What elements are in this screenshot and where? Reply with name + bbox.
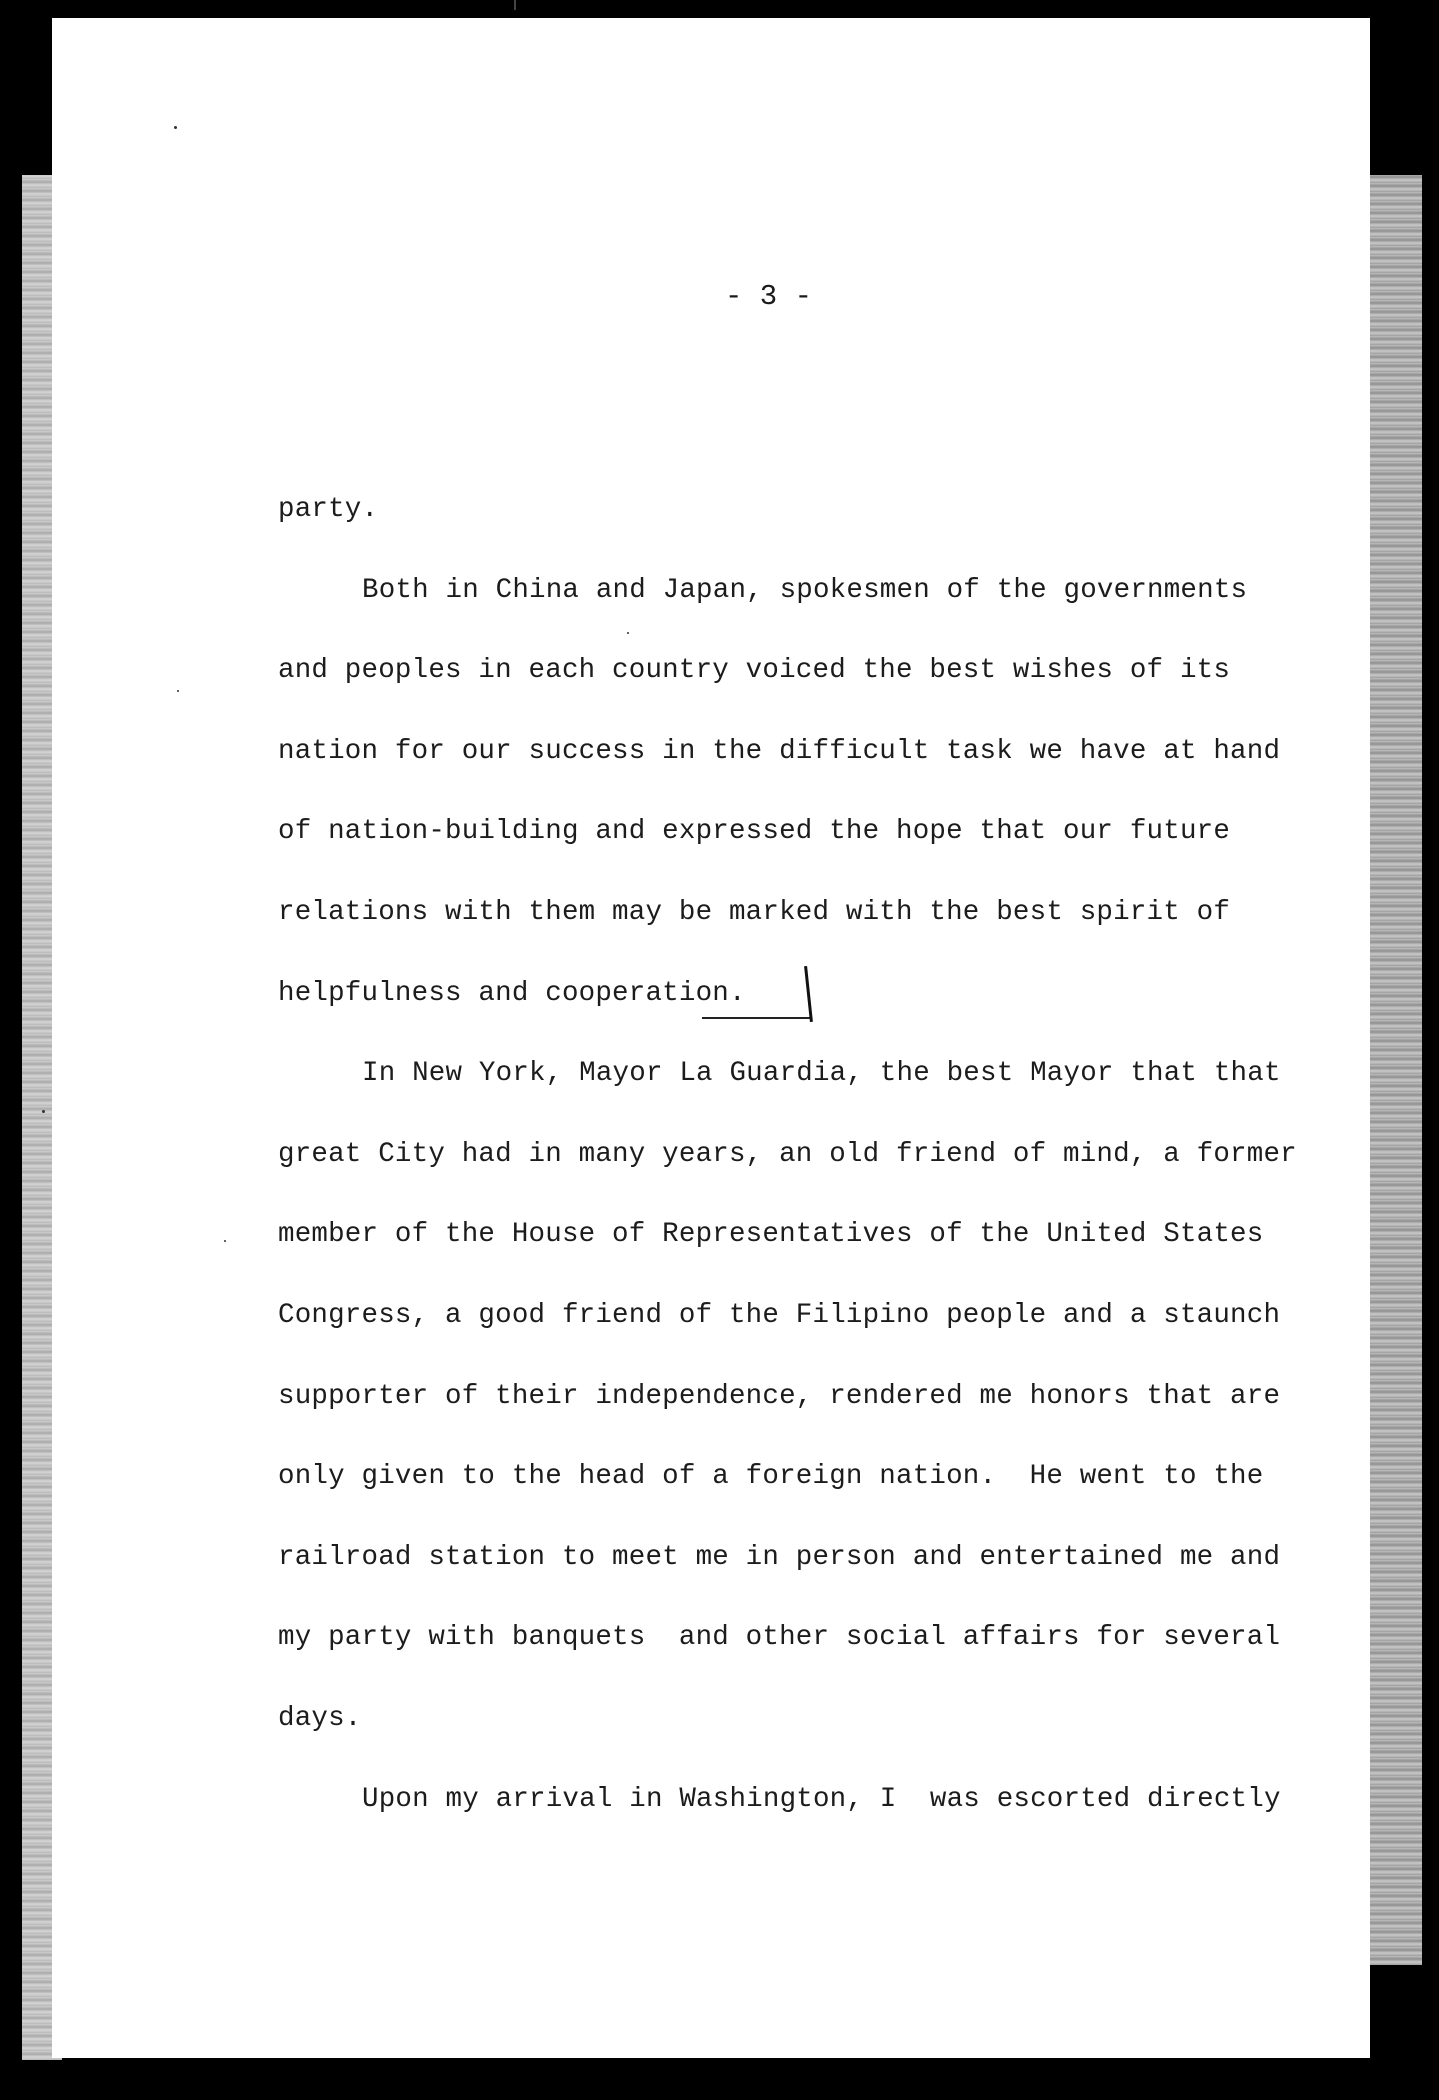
text-line: my party with banquets and other social affairs for several bbox=[278, 1622, 1281, 1654]
text-line: In New York, Mayor La Guardia, the best Mayor that that bbox=[362, 1058, 1281, 1090]
text-line: Congress, a good friend of the Filipino people and a staunch bbox=[278, 1299, 1281, 1331]
scan-tick-mark bbox=[514, 0, 516, 10]
document-body bbox=[278, 470, 1298, 1840]
text-line: Upon my arrival in Washington, I was escorted directly bbox=[362, 1783, 1281, 1815]
text-line: days. bbox=[278, 1702, 362, 1734]
text-line: helpfulness and cooperation. bbox=[278, 977, 746, 1009]
text-line: great City had in many years, an old friend of mind, a former bbox=[278, 1138, 1297, 1170]
text-line: nation for our success in the difficult task we have at hand bbox=[278, 735, 1281, 767]
text-line: supporter of their independence, rendered me honors that are bbox=[278, 1380, 1281, 1412]
page-number: - 3 - bbox=[724, 280, 812, 313]
scan-edge-right bbox=[1370, 175, 1422, 1965]
text-line: only given to the head of a foreign nation. He went to the bbox=[278, 1461, 1264, 1493]
text-line: member of the House of Representatives of the United States bbox=[278, 1219, 1264, 1251]
text-line: Both in China and Japan, spokesmen of the governments bbox=[362, 574, 1248, 606]
text-line: of nation-building and expressed the hope that our future bbox=[278, 816, 1231, 848]
text-line: and peoples in each country voiced the best wishes of its bbox=[278, 655, 1231, 687]
text-line: relations with them may be marked with the best spirit of bbox=[278, 896, 1231, 928]
text-line: party. bbox=[278, 494, 379, 525]
text-line: railroad station to meet me in person and entertained me and bbox=[278, 1541, 1281, 1573]
